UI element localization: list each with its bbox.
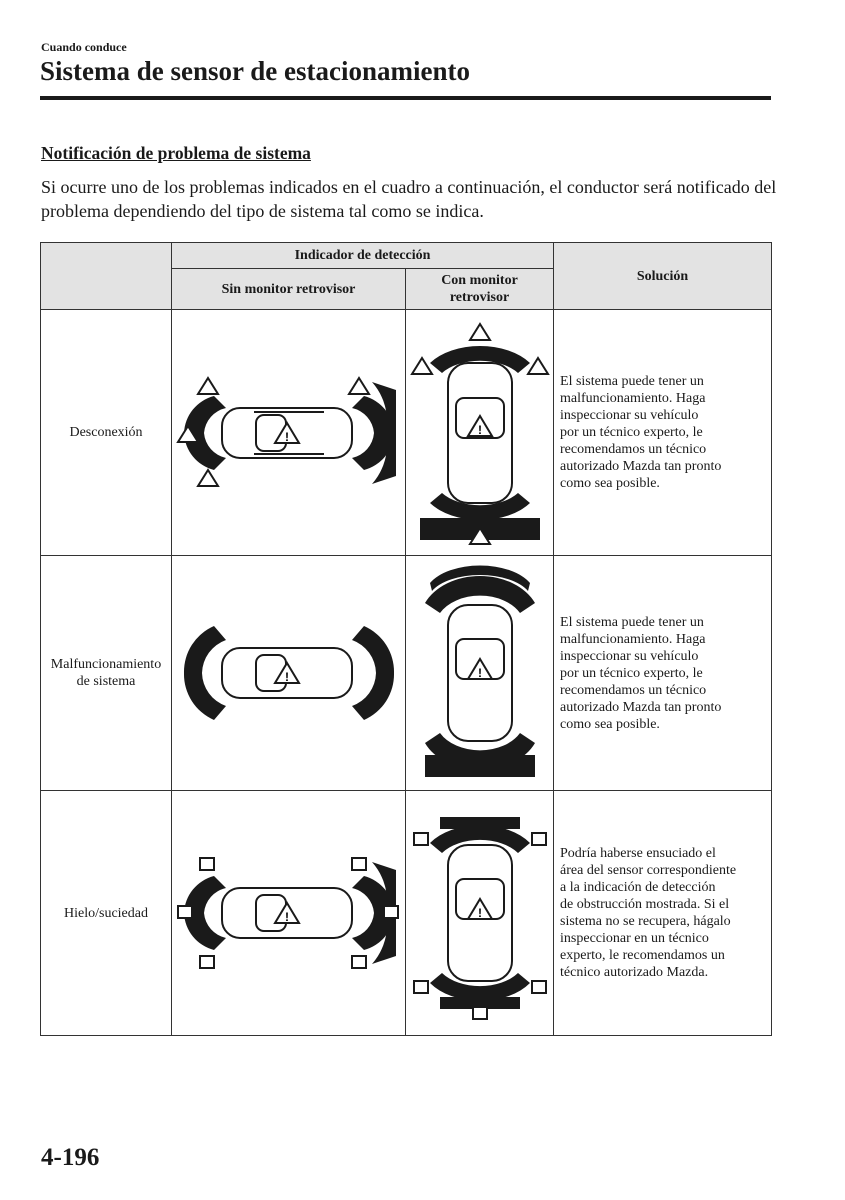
intro-paragraph: Si ocurre uno de los problemas indicados en el cuadro a continuación, el conductor será notificado del problema dependiendo del tipo de sistema tal como se indica. xyxy=(41,177,777,221)
header-no-monitor: Sin monitor retrovisor xyxy=(172,269,406,310)
header-detection-indicator: Indicador de detección xyxy=(172,243,554,269)
solution-cell: El sistema puede tener un malfuncionamiento. Haga inspeccionar su vehículo por un técnico experto, le recomendamos un técnico autorizado Mazda tan pronto como sea posible. xyxy=(554,556,772,791)
page-title: Sistema de sensor de estacionamiento xyxy=(40,56,470,86)
solution-cell: Podría haberse ensuciado el área del sensor correspondiente a la indicación de detección de obstrucción mostrada. Si el sistema no se recupera, hágalo inspeccionar en un técnico experto, le recomendamos un técnico autorizado Mazda. xyxy=(554,791,772,1036)
page-number: 4-196 xyxy=(41,1144,100,1171)
svg-text:!: ! xyxy=(477,666,482,680)
title-rule xyxy=(40,96,771,100)
figure-monitor-malfunction xyxy=(406,556,554,791)
subheading: Notificación de problema de sistema xyxy=(41,143,311,163)
solution-cell: El sistema puede tener un malfuncionamiento. Haga inspeccionar su vehículo por un técnico experto, le recomendamos un técnico autorizado Mazda tan pronto como sea posible. xyxy=(554,310,772,556)
row-label-ice-dirt: Hielo/suciedad xyxy=(41,791,172,1036)
svg-text:!: ! xyxy=(284,429,289,444)
section-header: Cuando conduce xyxy=(41,40,127,54)
notification-table xyxy=(40,242,772,1036)
figure-monitor-disconnection xyxy=(406,310,554,556)
figure-no-monitor-disconnection xyxy=(172,310,406,556)
figure-no-monitor-ice xyxy=(172,791,406,1036)
figure-monitor-ice xyxy=(406,791,554,1036)
svg-text:!: ! xyxy=(477,422,482,437)
row-label-disconnection: Desconexión xyxy=(41,310,172,556)
svg-text:!: ! xyxy=(477,906,482,920)
figure-no-monitor-malfunction xyxy=(172,556,406,791)
row-label-system-malfunction: Malfuncionamiento de sistema xyxy=(41,556,172,791)
svg-text:!: ! xyxy=(284,670,289,684)
header-monitor: Con monitor retrovisor xyxy=(406,269,554,310)
svg-text:!: ! xyxy=(284,910,289,924)
header-blank xyxy=(41,243,172,310)
header-solution: Solución xyxy=(554,243,772,310)
